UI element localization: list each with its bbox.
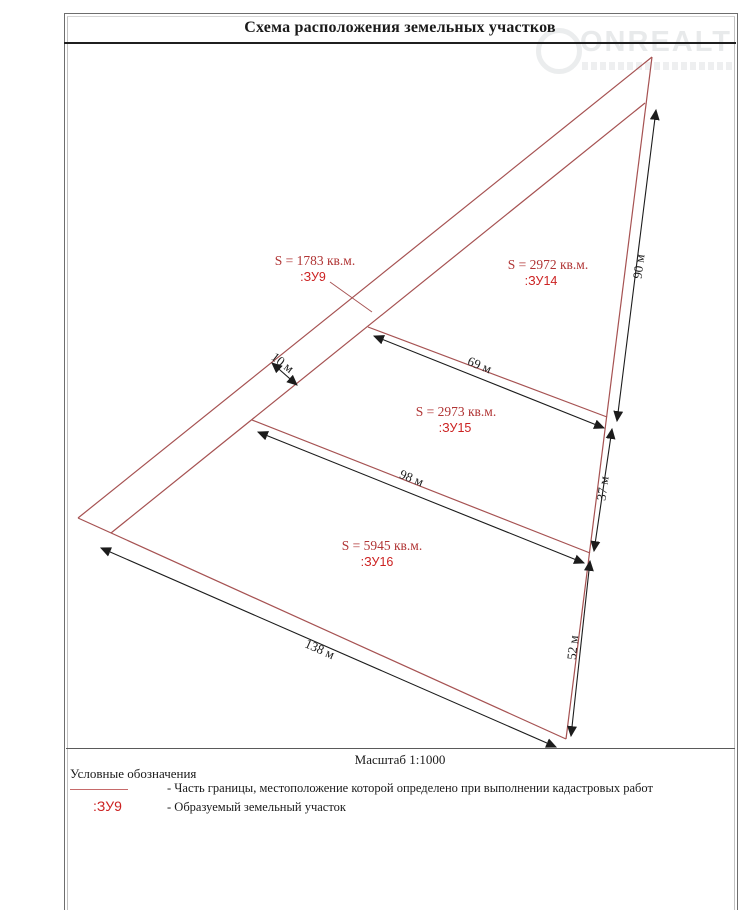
boundary-strip-inner [111, 103, 645, 533]
dimension-labels [269, 253, 648, 662]
title-bar [64, 13, 736, 44]
legend-item-text: - Часть границы, местоположение которой определено при выполнении кадастровых работ [167, 781, 653, 795]
dimension-label-69m: 69 м [465, 353, 494, 377]
plot-id-label-zu15: :ЗУ15 [438, 421, 472, 435]
boundary-top-edge [78, 57, 652, 518]
plot-id-label-zu16: :ЗУ16 [360, 555, 394, 569]
dimension-label-37m: 37 м [593, 475, 612, 502]
dimension-label-10m: 10 м [268, 349, 298, 376]
legend-heading: Условные обозначения [70, 766, 197, 781]
legend-item-text: - Образуемый земельный участок [167, 800, 346, 814]
plot-id-label-zu9: :ЗУ9 [300, 270, 326, 284]
plot-area-label-zu14: S = 2972 кв.м. [507, 257, 589, 272]
drawing-legend-divider [66, 748, 735, 749]
dimension-label-98m: 98 м [397, 466, 426, 490]
legend-boundary-line-symbol [70, 789, 128, 790]
dimension-label-90m: 90 м [629, 253, 648, 280]
plot-area-label-zu15: S = 2973 кв.м. [415, 404, 497, 419]
dimension-label-138m: 138 м [302, 635, 338, 663]
plot-id-label-zu14: :ЗУ14 [524, 274, 558, 288]
legend-plot-symbol: :ЗУ9 [93, 798, 122, 814]
watermark-brand-text: ONREALT [580, 26, 733, 58]
boundary-bottom-edge [78, 518, 566, 739]
plot-labels [275, 253, 588, 569]
scale-label: Масштаб 1:1000 [354, 752, 446, 767]
dimension-label-52m: 52 м [563, 634, 582, 661]
plot-area-label-zu16: S = 5945 кв.м. [341, 538, 423, 553]
plot-area-label-zu9: S = 1783 кв.м. [274, 253, 356, 268]
page-title: Схема расположения земельных участков [244, 19, 556, 36]
